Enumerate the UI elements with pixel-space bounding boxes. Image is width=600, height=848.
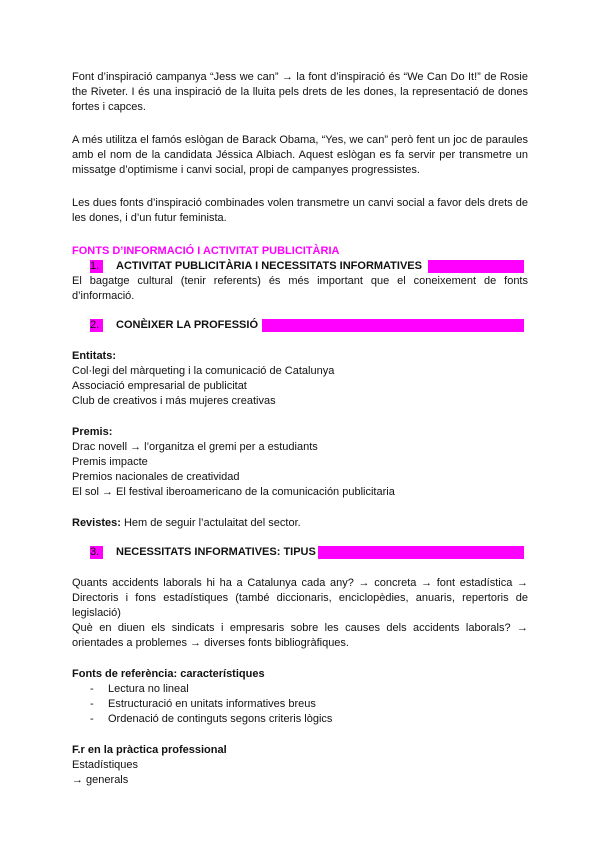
intro-paragraph-2: A més utilitza el famós eslògan de Barack Obama, “Yes, we can” però fent un joc de paraules amb el nom de la candidata Jéssica Albiach. Aquest eslògan es fa servir per transmetre un missatge d’optimisme i canvi social, propi de campanyes progressistes.: [72, 134, 528, 176]
question-2: Què en diuen els sindicats i empresaris sobre les causes dels accidents laborals? → orientades a problemes → diverses fonts bibliogràfiques.: [72, 622, 528, 649]
list-item: - Estructuració en unitats informatives breus: [72, 697, 528, 712]
document-page: [72, 70, 528, 788]
revistes-line: [72, 516, 528, 531]
heading-1-highlight: [428, 260, 524, 273]
list-item: - Lectura no lineal: [72, 682, 528, 697]
premi-item: El sol → El festival iberoamericano de la comunicación publicitaria: [72, 486, 395, 498]
entitat-item: Club de creativos i más mujeres creativas: [72, 395, 276, 407]
heading-2: [72, 318, 528, 333]
heading-2-highlight: [262, 319, 524, 332]
fonts-referencia-list: [72, 682, 528, 727]
bagatge-paragraph: El bagatge cultural (tenir referents) és més important que el coneixement de fonts d’informació.: [72, 275, 528, 302]
question-1: Quants accidents laborals hi ha a Catalunya cada any? → concreta → font estadística → Directoris i fons estadístiques (també diccionaris, enciclopèdies, anuaris, repertoris de legislació): [72, 577, 528, 619]
fr-practica-line-2: → generals: [72, 774, 129, 786]
heading-2-text: CONÈIXER LA PROFESSIÓ: [116, 319, 259, 331]
premi-item: Premis impacte: [72, 456, 148, 468]
revistes-text: Hem de seguir l’actulaitat del sector.: [120, 517, 301, 529]
revistes-label: Revistes:: [72, 517, 121, 529]
entitat-item: Associació empresarial de publicitat: [72, 380, 247, 392]
fonts-referencia-label: Fonts de referència: característiques: [72, 668, 265, 680]
premis-label: Premis:: [72, 426, 113, 438]
heading-3: [72, 545, 528, 560]
fr-practica-label: F.r en la pràctica professional: [72, 744, 227, 756]
heading-2-number: 2.: [90, 319, 103, 332]
premi-item: Drac novell → l’organitza el gremi per a estudiants: [72, 441, 318, 453]
intro-paragraph-3: Les dues fonts d’inspiració combinades volen transmetre un canvi social a favor dels drets de les dones, i d’un futur feminista.: [72, 197, 528, 224]
heading-3-highlight: [318, 546, 524, 559]
premi-item: Premios nacionales de creatividad: [72, 471, 240, 483]
intro-paragraph-1: Font d’inspiració campanya “Jess we can” → la font d’inspiració és “We Can Do It!” de Rosie the Riveter. I és una inspiració de la lluita pels drets de les dones, la representació de dones fortes i capces.: [72, 71, 528, 113]
heading-1-text: ACTIVITAT PUBLICITÀRIA I NECESSITATS INFORMATIVES: [116, 260, 422, 272]
entitat-item: Col·legi del màrqueting i la comunicació de Catalunya: [72, 365, 335, 377]
section-title: FONTS D’INFORMACIÓ I ACTIVITAT PUBLICITÀRIA: [72, 245, 340, 257]
fr-practica-line-1: Estadístiques: [72, 759, 139, 771]
list-item: - Ordenació de continguts segons criteris lògics: [72, 712, 528, 727]
heading-1: [72, 259, 528, 274]
heading-3-text: NECESSITATS INFORMATIVES: TIPUS: [116, 546, 316, 558]
heading-3-number: 3.: [90, 546, 103, 559]
entitats-label: Entitats:: [72, 350, 116, 362]
heading-1-number: 1.: [90, 260, 103, 273]
